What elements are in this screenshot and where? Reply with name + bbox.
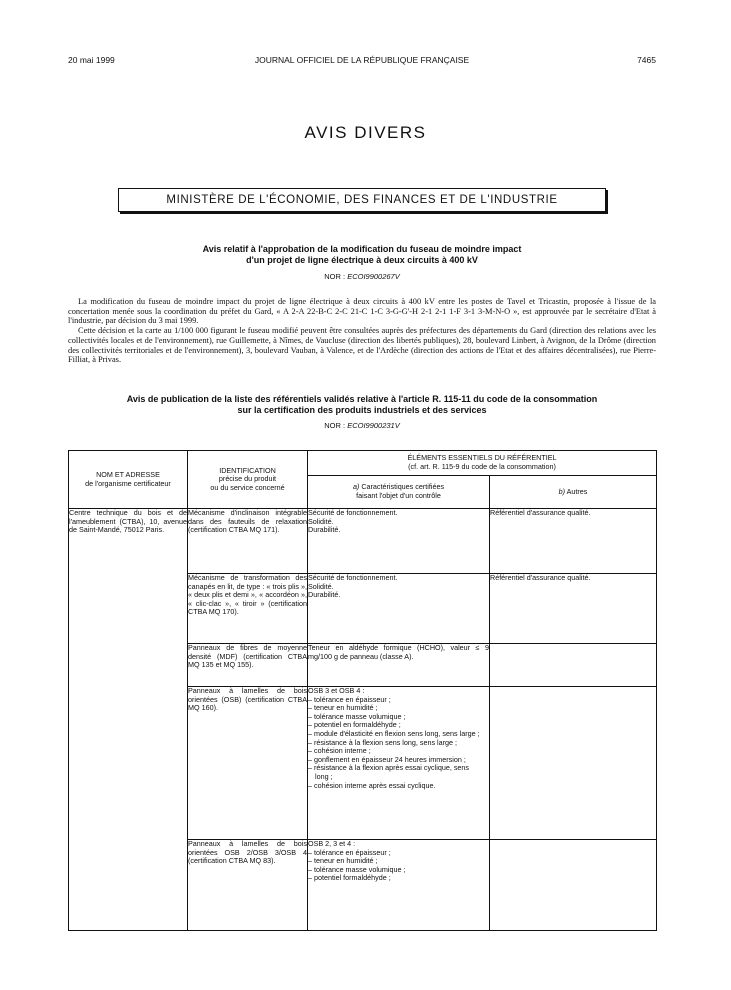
nor-reference bbox=[68, 272, 656, 281]
identification-cell: Mécanisme d'inclinaison intégrable dans des fauteuils de relaxation (certification CTBA MQ 171). bbox=[188, 509, 308, 574]
other-cell bbox=[490, 644, 657, 687]
other-cell: Référentiel d'assurance qualité. bbox=[490, 574, 657, 644]
other-cell bbox=[490, 687, 657, 840]
column-header-characteristics: a) Caractéristiques certifiées faisant l'objet d'un contrôle bbox=[308, 476, 490, 509]
nor-code: ECOI9900231V bbox=[347, 421, 400, 430]
header-date: 20 mai 1999 bbox=[68, 55, 115, 65]
avis-title-fuseau bbox=[68, 244, 656, 266]
characteristics-cell: Teneur en aldéhyde formique (HCHO), valeur ≤ 9 mg/100 g de panneau (classe A). bbox=[308, 644, 490, 687]
identification-cell: Mécanisme de transformation des canapés en lit, de type : « trois plis », « deux plis et demi », « accordéon », « clic-clac », « tiroir » (certification CTBA MQ 170). bbox=[188, 574, 308, 644]
referentiels-table bbox=[68, 450, 657, 931]
other-cell bbox=[490, 840, 657, 931]
body-paragraph: Cette décision et la carte au 1/100 000 figurant le fuseau modifié peuvent être consultées auprès des préfectures des départements du Gard (direction des relations avec les collectivités locales et de l'environnement), rue Guillemette, à Nîmes, de Vaucluse (direction des libertés publiques), 28, boulevard Linbert, à Avignon, de la Drôme (direction des collectivités territoriales et de l'environnement), 3, boulevard Vauban, à Valence, et de l'Ardèche (direction des actions de l'Etat et des affaires décentralisées), rue Pierre-Filliat, à Privas. bbox=[68, 326, 656, 365]
avis-title-referentiels bbox=[68, 394, 656, 416]
column-group-header: ÉLÉMENTS ESSENTIELS DU RÉFÉRENTIEL (cf. art. R. 115-9 du code de la consommation) bbox=[308, 451, 657, 476]
identification-cell: Panneaux à lamelles de bois orientées OSB 2/OSB 3/OSB 4 (certification CTBA MQ 83). bbox=[188, 840, 308, 931]
section-title: AVIS DIVERS bbox=[304, 123, 427, 142]
nor-code: ECOI9900267V bbox=[347, 272, 400, 281]
other-cell: Référentiel d'assurance qualité. bbox=[490, 509, 657, 574]
avis-title-line: Avis relatif à l'approbation de la modification du fuseau de moindre impact bbox=[202, 244, 522, 254]
column-header-organism: NOM ET ADRESSE de l'organisme certificateur bbox=[69, 451, 188, 509]
identification-cell: Panneaux à lamelles de bois orientées (OSB) (certification CTBA MQ 160). bbox=[188, 687, 308, 840]
table-row bbox=[69, 509, 657, 574]
identification-cell: Panneaux de fibres de moyenne densité (MDF) (certification CTBA MQ 135 et MQ 155). bbox=[188, 644, 308, 687]
body-paragraph: La modification du fuseau de moindre impact du projet de ligne électrique à deux circuits à 400 kV entre les postes de Tavel et Tricastin, proposée à l'issue de la concertation menée sous la coordination du préfet du Gard, « A 2-A 22-B-C 2-C 21-C 1-C 3-G-G'-H 2-1 2-1 1-F 3-1 3-M-N-O », est approuvée par le secrétaire d'Etat à l'industrie, par décision du 3 mai 1999. bbox=[68, 297, 656, 326]
characteristics-cell: OSB 3 et OSB 4 : – tolérance en épaisseur ; – teneur en humidité ; – tolérance masse volumique ; – potentiel en formaldéhyde ; – module d'élasticité en flexion sens long, sens large ; – résistance à la flexion sens long, sens large ; – cohésion interne ; – gonflement en épaisseur 24 heures immersion ; – résistance à la flexion après essai cyclique, sens long ; – cohésion interne après essai cyclique. bbox=[308, 687, 490, 840]
nor-reference bbox=[68, 421, 656, 430]
characteristics-cell: Sécurité de fonctionnement. Solidité. Durabilité. bbox=[308, 509, 490, 574]
nor-label: NOR : bbox=[324, 272, 346, 281]
column-header-other: b) Autres bbox=[490, 476, 657, 509]
organism-cell: Centre technique du bois et de l'ameublement (CTBA), 10, avenue de Saint-Mandé, 75012 Paris. bbox=[69, 509, 188, 931]
avis-title-line: sur la certification des produits industriels et des services bbox=[237, 405, 487, 415]
avis-body bbox=[68, 297, 656, 365]
header-page-number: 7465 bbox=[637, 55, 656, 65]
header-journal-title: JOURNAL OFFICIEL DE LA RÉPUBLIQUE FRANÇAISE bbox=[254, 55, 470, 65]
column-header-identification: IDENTIFICATION précise du produit ou du service concerné bbox=[188, 451, 308, 509]
avis-title-line: Avis de publication de la liste des référentiels validés relative à l'article R. 115-11 du code de la consommation bbox=[126, 394, 598, 404]
characteristics-cell: Sécurité de fonctionnement. Solidité. Durabilité. bbox=[308, 574, 490, 644]
ministry-heading: MINISTÈRE DE L'ÉCONOMIE, DES FINANCES ET DE L'INDUSTRIE bbox=[118, 188, 606, 212]
nor-label: NOR : bbox=[324, 421, 346, 430]
avis-title-line: d'un projet de ligne électrique à deux circuits à 400 kV bbox=[246, 255, 478, 265]
characteristics-cell: OSB 2, 3 et 4 : – tolérance en épaisseur ; – teneur en humidité ; – tolérance masse volumique ; – potentiel formaldéhyde ; bbox=[308, 840, 490, 931]
table-header-row bbox=[69, 451, 657, 476]
